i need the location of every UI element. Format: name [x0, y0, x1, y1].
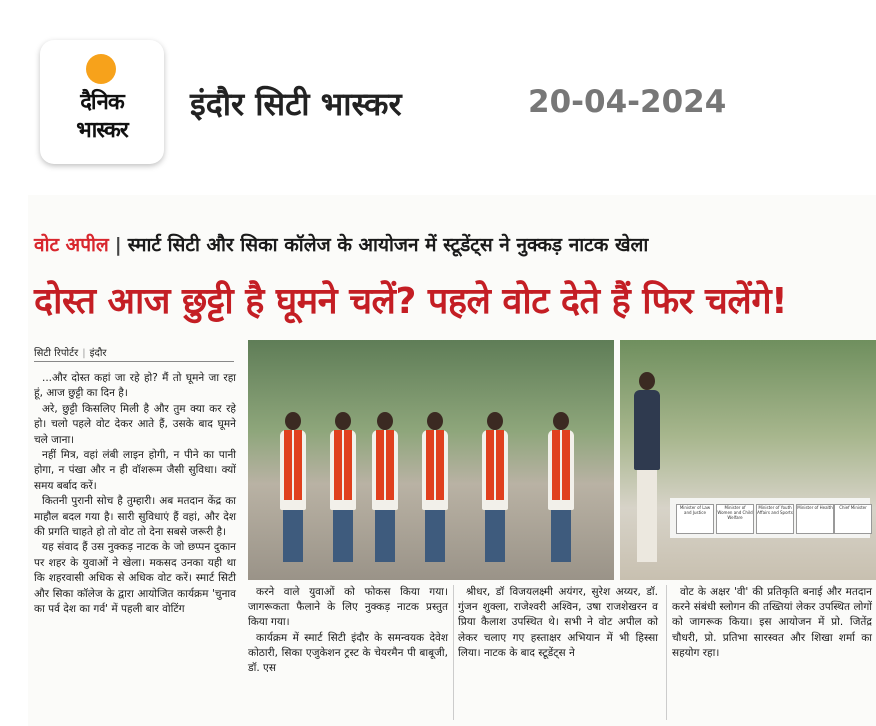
article-column-1: [34, 371, 236, 618]
article-column-4: [672, 585, 872, 661]
logo-line-1: दैनिक: [80, 90, 124, 115]
dainik-bhaskar-logo: [40, 40, 164, 164]
paragraph: यह संवाद हैं उस नुक्कड़ नाटक के जो छप्पन दुकान पर शहर के युवाओं ने खेला। मकसद उनका यही था कि शहरवासी अधिक से अधिक वोट करें। स्मार्ट सिटी और सिका कॉलेज के द्वारा आयोजित कार्यक्रम 'चुनाव का पर्व देश का गर्व' में पहली बार वोटिंग: [34, 541, 236, 616]
page-header: [0, 0, 876, 185]
nameplate: Chief Minister: [834, 504, 872, 534]
sun-icon: [86, 54, 116, 84]
byline-reporter: सिटी रिपोर्टर: [34, 348, 79, 359]
byline: [34, 345, 107, 359]
column-divider: [453, 585, 454, 720]
byline-rule: [34, 361, 234, 362]
article-kicker: [34, 231, 648, 257]
newspaper-clipping: [28, 195, 876, 726]
byline-separator: |: [82, 348, 86, 359]
paragraph: करने वाले युवाओं को फोकस किया गया। जागरूकता फैलाने के लिए नुक्कड़ नाटक प्रस्तुत किया गया।: [248, 586, 448, 629]
edition-title: इंदौर सिटी भास्कर: [190, 85, 402, 123]
paragraph: नहीं मित्र, वहां लंबी लाइन होगी, न पीने का पानी होगा, न पंखा और न ही वॉशरूम जैसी सुविधा। क्यों समय बर्बाद करें।: [34, 449, 236, 492]
article-headline: दोस्त आज छुट्टी है घूमने चलें? पहले वोट देते हैं फिर चलेंगे!: [34, 281, 788, 322]
nameplate: Minister of Youth Affairs and Sports: [756, 504, 794, 534]
paragraph: अरे, छुट्टी किसलिए मिली है और तुम क्या कर रहे हो। चलो पहले वोट देकर आते हैं, उसके बाद घूमने चले जाना।: [34, 402, 236, 446]
student-figure: [480, 412, 510, 562]
edition-date: 20-04-2024: [528, 84, 727, 120]
nameplate: Minister of Women and Child Welfare: [716, 504, 754, 534]
article-column-3: [458, 585, 658, 661]
paragraph: कितनी पुरानी सोच है तुम्हारी। अब मतदान केंद्र का माहौल बदल गया है। सारी सुविधाएं हैं वहां, और देश की प्रगति चाहते हो तो वोट तो देना सबसे जरूरी है।: [34, 495, 236, 539]
student-figure: [328, 412, 358, 562]
paragraph: श्रीधर, डॉ विजयलक्ष्मी अयंगर, सुरेश अय्यर, डॉ. गुंजन शुक्ला, राजेश्वरी अश्विन, उषा राजशेखरन व प्रिया कैलाश उपस्थित थे। सभी ने वोट अपील को लेकर चलाए गए हस्ताक्षर अभियान में भी हिस्सा लिया। नाटक के बाद स्टूडेंट्स ने: [458, 586, 658, 659]
nameplate: Minister of Law and Justice: [676, 504, 714, 534]
student-figure: [370, 412, 400, 562]
street-play-photo: [248, 340, 614, 580]
panel-table: [670, 498, 870, 538]
speaker-figure: [632, 372, 662, 562]
student-figure: [420, 412, 450, 562]
paragraph: ...और दोस्त कहां जा रहे हो? मैं तो घूमने जा रहा हूं, आज छुट्टी का दिन है।: [34, 372, 236, 400]
paragraph: कार्यक्रम में स्मार्ट सिटी इंदौर के समन्वयक देवेश कोठारी, सिका एजुकेशन ट्रस्ट के चेयरमैन पी बाबूजी, डॉ. एस: [248, 631, 448, 675]
kicker-separator: |: [114, 234, 122, 256]
stage-speech-photo: [620, 340, 876, 580]
logo-line-2: भास्कर: [76, 118, 128, 143]
article-column-2: [248, 585, 448, 676]
kicker-text: स्मार्ट सिटी और सिका कॉलेज के आयोजन में स्टूडेंट्स ने नुक्कड़ नाटक खेला: [127, 234, 649, 256]
student-figure: [278, 412, 308, 562]
kicker-tag: वोट अपील: [34, 234, 109, 256]
nameplate: Minister of Health: [796, 504, 834, 534]
student-figure: [546, 412, 576, 562]
byline-city: इंदौर: [89, 348, 107, 359]
paragraph: वोट के अक्षर 'वी' की प्रतिकृति बनाई और मतदान करने संबंधी स्लोगन की तख्तियां लेकर उपस्थित लोगों को जागरूक किया। इस आयोजन में प्रो. जितेंद्र चौधरी, प्रो. प्रतिभा सारस्वत और शिखा शर्मा का सहयोग रहा।: [672, 586, 872, 659]
column-divider: [666, 585, 667, 720]
